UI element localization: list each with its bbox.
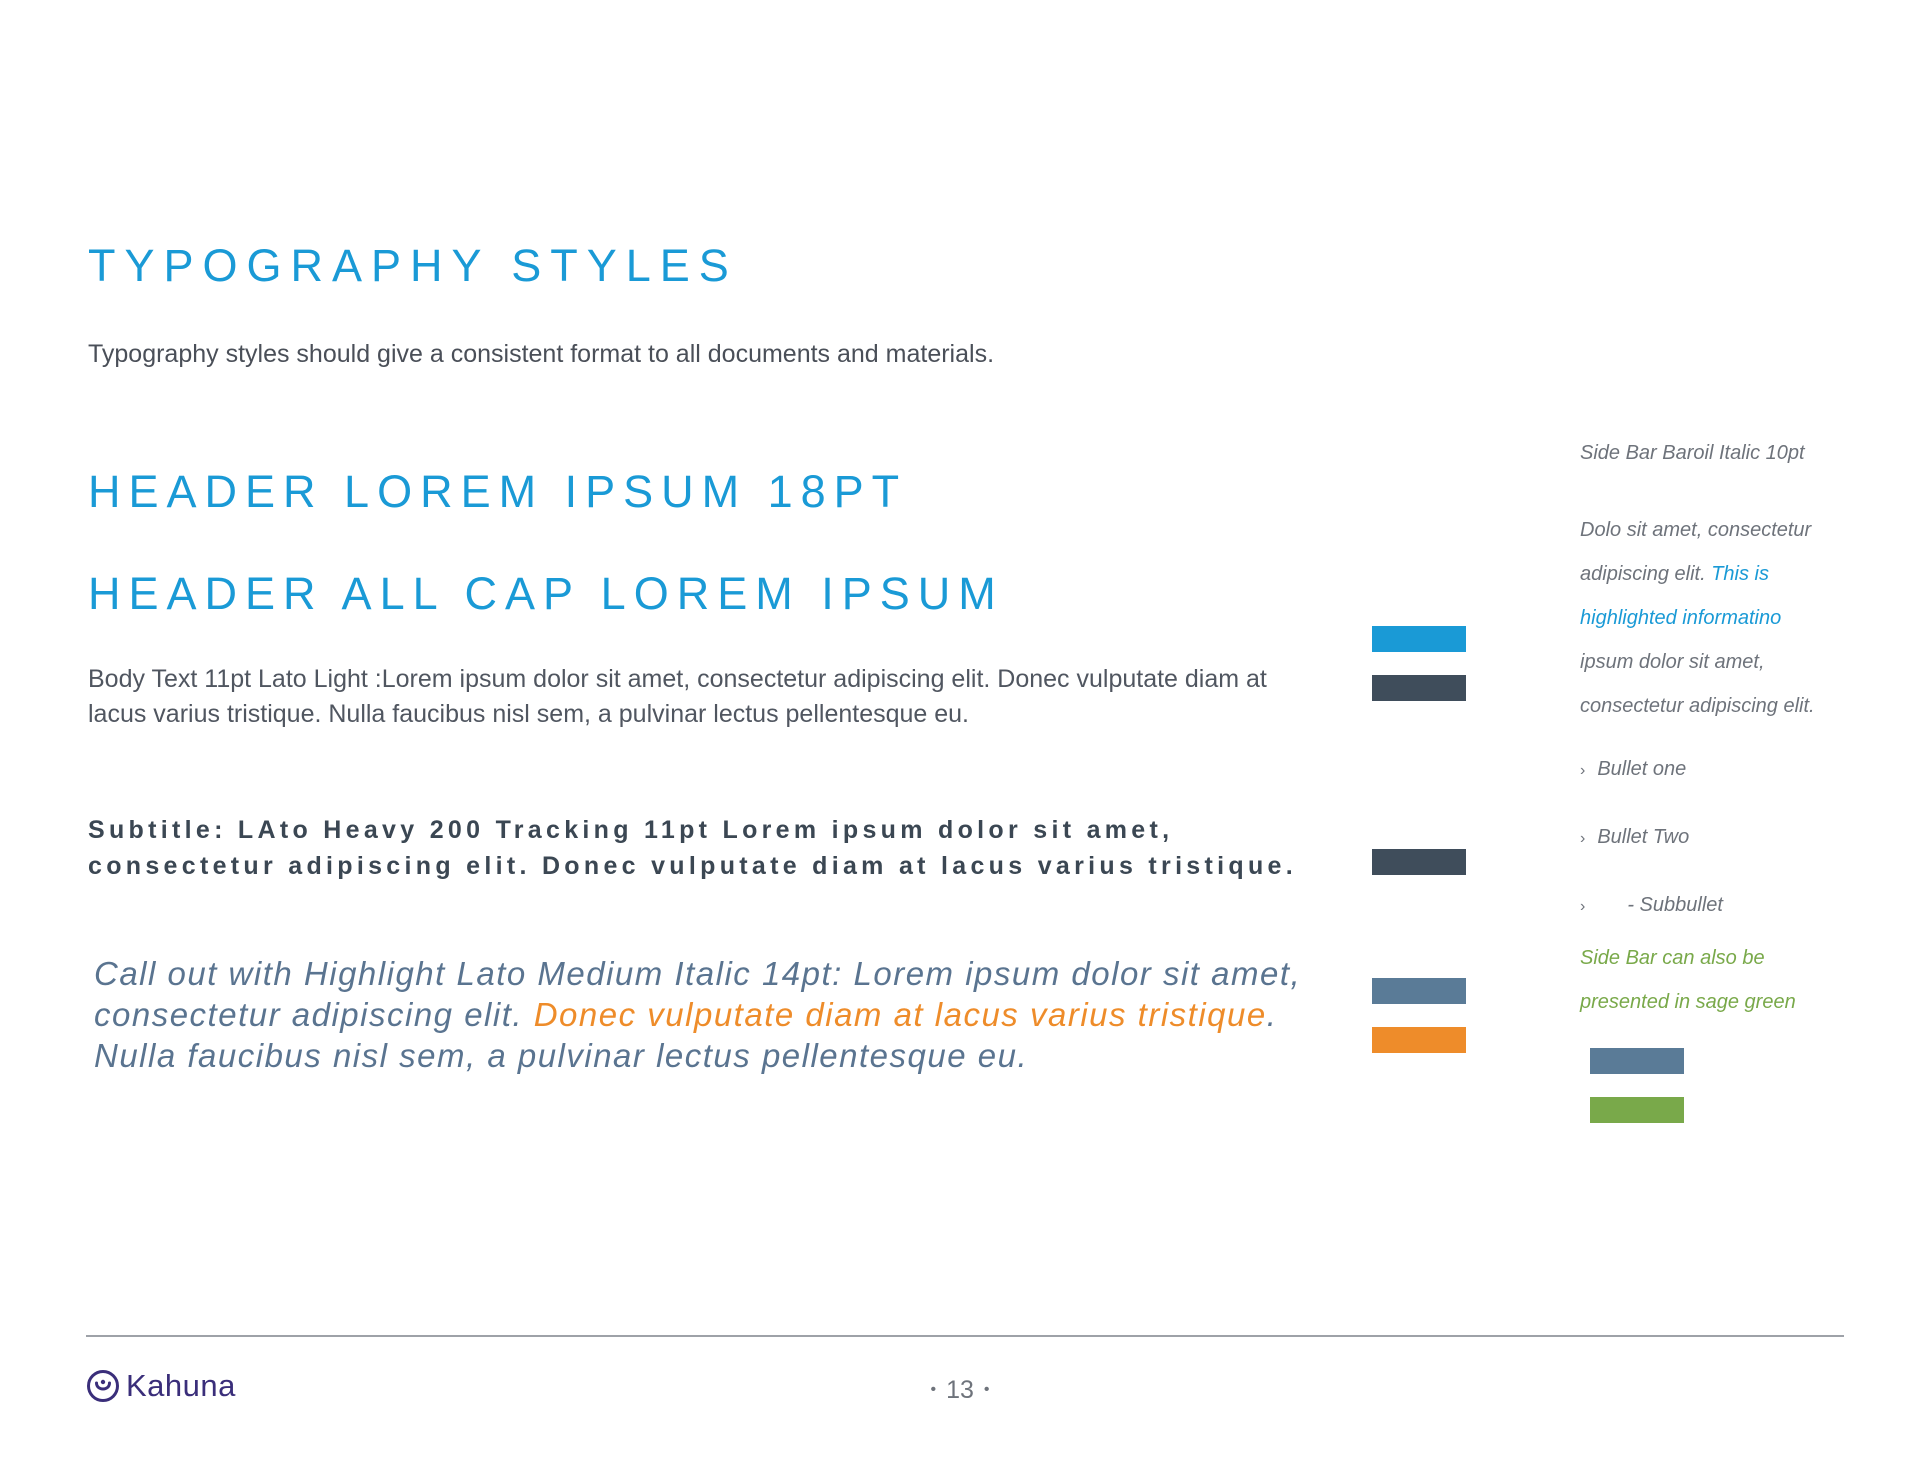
swatch-sage [1590,1097,1684,1123]
sidebar-bullet-one [1580,758,1686,781]
swatch-steel-sidebar [1590,1048,1684,1074]
sidebar-para-prefix: Dolo sit amet, consectetur adipiscing elit. [1580,519,1812,585]
sidebar-para-highlight: This is highlighted informatino [1580,563,1782,629]
page-title: TYPOGRAPHY STYLES [88,240,738,291]
bullet-dot-icon: • [930,1381,937,1398]
bullet-one-text: Bullet one [1597,758,1687,780]
sidebar-sub-bullet [1580,894,1723,917]
page-number [900,1376,1020,1405]
callout-sample [94,953,1324,1076]
chevron-right-icon: › [1580,898,1586,915]
sub-bullet-text: - Subbullet [1627,894,1723,916]
sidebar-bullet-two [1580,826,1689,849]
header-sample-18pt: HEADER LOREM IPSUM 18PT [88,466,908,517]
swatch-orange [1372,1027,1466,1053]
footer-divider [86,1335,1844,1337]
intro-text: Typography styles should give a consistent format to all documents and materials. [88,340,995,368]
sidebar-title: Side Bar Baroil Italic 10pt [1580,442,1805,464]
swatch-slate-subtitle [1372,849,1466,875]
callout-highlight: Donec vulputate diam at lacus varius tristique [533,996,1267,1033]
swatch-blue [1372,626,1466,652]
bullet-dot-icon: • [983,1381,990,1398]
chevron-right-icon: › [1580,762,1586,779]
sidebar-paragraph [1580,508,1840,728]
logo-wordmark: Kahuna [126,1368,236,1403]
kahuna-logo-icon [86,1369,120,1403]
chevron-right-icon: › [1580,830,1586,847]
swatch-steel [1372,978,1466,1004]
swatch-slate [1372,675,1466,701]
callout-suffix: . Nulla faucibus nisl sem, a pulvinar lectus pellentesque eu. [94,996,1278,1074]
sidebar-sage-note: Side Bar can also be presented in sage green [1580,947,1796,1013]
body-text-sample: Body Text 11pt Lato Light :Lorem ipsum dolor sit amet, consectetur adipiscing elit. Donec vulputate diam at lacus varius tristique. Nulla faucibus nisl sem, a pulvinar lectus pellentesque eu. [88,665,1267,728]
callout-prefix: Call out with Highlight Lato Medium Italic 14pt: Lorem ipsum dolor sit amet, consectetur adipiscing elit. [94,955,1302,1033]
bullet-two-text: Bullet Two [1597,826,1690,848]
subtitle-sample: Subtitle: LAto Heavy 200 Tracking 11pt Lorem ipsum dolor sit amet, consectetur adipiscing elit. Donec vulputate diam at lacus varius tristique. [88,816,1297,880]
kahuna-logo [86,1366,236,1406]
header-sample-all-caps: HEADER ALL CAP LOREM IPSUM [88,568,1004,619]
sidebar-para-suffix: ipsum dolor sit amet, consectetur adipiscing elit. [1580,651,1815,717]
page-number-value: 13 [946,1376,974,1404]
